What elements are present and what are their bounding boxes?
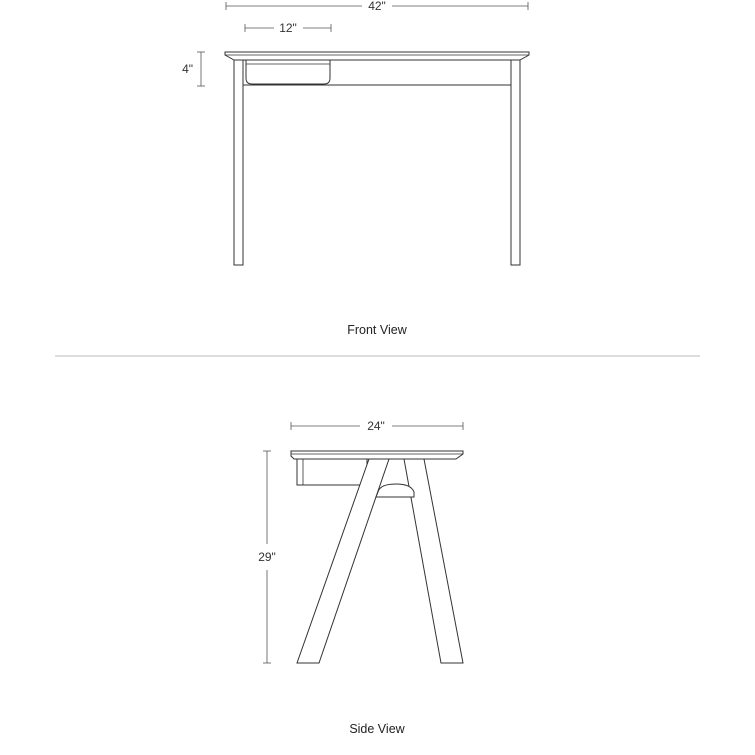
front-right-leg bbox=[511, 60, 520, 265]
drawer-width-dimension bbox=[245, 21, 331, 35]
overall-width-label: 42" bbox=[368, 0, 386, 13]
side-stretcher bbox=[376, 484, 414, 497]
side-front-leg bbox=[297, 459, 389, 663]
side-view-label: Side View bbox=[349, 722, 405, 736]
apron-height-label: 4" bbox=[182, 62, 193, 76]
depth-label: 24" bbox=[367, 419, 385, 433]
front-left-leg bbox=[234, 60, 243, 265]
overall-width-dimension bbox=[226, 0, 528, 13]
front-view bbox=[182, 0, 529, 337]
height-dimension bbox=[258, 451, 276, 663]
height-label: 29" bbox=[258, 550, 276, 564]
front-tabletop bbox=[225, 52, 529, 60]
front-desk-drawing bbox=[225, 52, 529, 265]
side-drawer bbox=[297, 459, 367, 485]
depth-dimension bbox=[291, 419, 463, 433]
side-desk-drawing bbox=[291, 451, 463, 663]
apron-height-dimension bbox=[182, 52, 205, 86]
side-tabletop bbox=[291, 451, 463, 459]
front-view-label: Front View bbox=[347, 323, 407, 337]
side-view bbox=[258, 419, 463, 736]
drawer-width-label: 12" bbox=[279, 21, 297, 35]
